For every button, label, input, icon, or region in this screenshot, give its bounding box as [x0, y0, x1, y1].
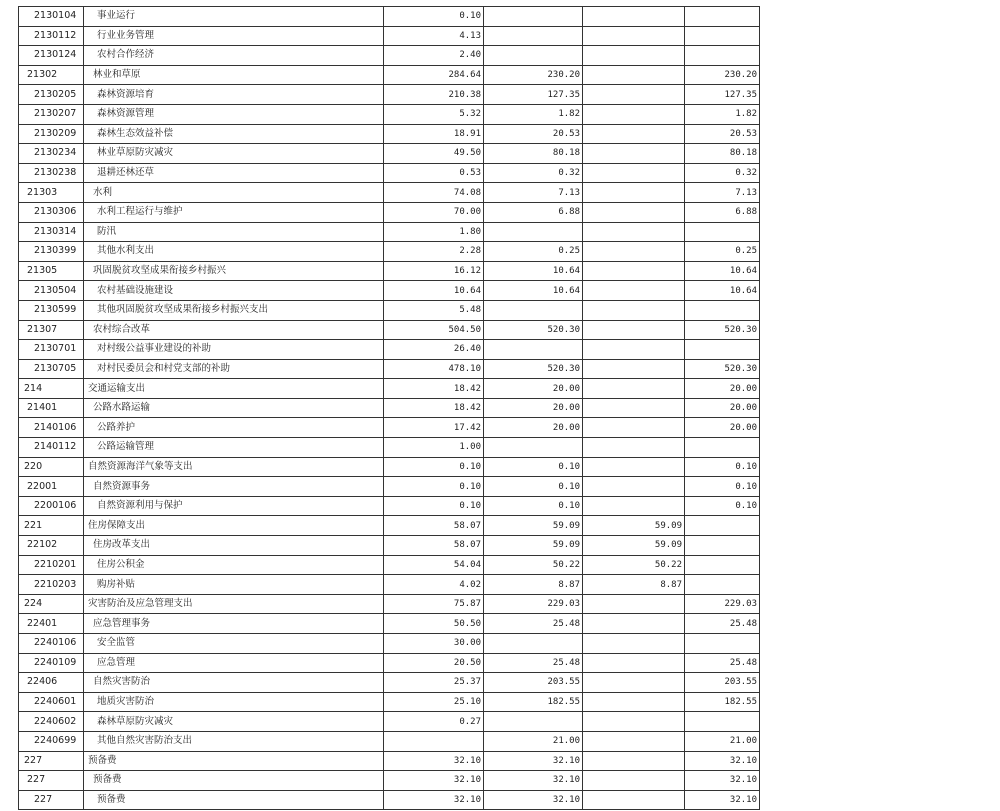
- budget-table: [18, 6, 760, 810]
- amount-cell-4: [685, 46, 760, 66]
- amount-cell-4: 32.10: [685, 771, 760, 791]
- amount-cell-2: [484, 438, 583, 458]
- table-row: [19, 536, 760, 556]
- amount-cell-2: [484, 712, 583, 732]
- subject-name-cell: 购房补贴: [84, 575, 384, 595]
- amount-cell-4: [685, 7, 760, 27]
- table-row: [19, 731, 760, 751]
- amount-cell-1: 5.32: [384, 104, 484, 124]
- subject-name-cell: 预备费: [84, 790, 384, 810]
- amount-cell-3: [583, 731, 685, 751]
- amount-cell-4: 230.20: [685, 65, 760, 85]
- table-row: [19, 85, 760, 105]
- amount-cell-4: 25.48: [685, 614, 760, 634]
- subject-name-cell: 行业业务管理: [84, 26, 384, 46]
- subject-code-cell: 2130504: [19, 281, 84, 301]
- amount-cell-4: 127.35: [685, 85, 760, 105]
- amount-cell-2: 20.00: [484, 398, 583, 418]
- subject-name-cell: 事业运行: [84, 7, 384, 27]
- amount-cell-4: 32.10: [685, 790, 760, 810]
- table-row: [19, 261, 760, 281]
- amount-cell-2: 8.87: [484, 575, 583, 595]
- amount-cell-3: [583, 634, 685, 654]
- table-row: [19, 281, 760, 301]
- amount-cell-2: 32.10: [484, 771, 583, 791]
- amount-cell-2: 59.09: [484, 536, 583, 556]
- subject-name-cell: 退耕还林还草: [84, 163, 384, 183]
- table-row: [19, 300, 760, 320]
- amount-cell-1: 50.50: [384, 614, 484, 634]
- amount-cell-4: 182.55: [685, 692, 760, 712]
- table-row: [19, 477, 760, 497]
- table-row: [19, 712, 760, 732]
- amount-cell-1: [384, 731, 484, 751]
- amount-cell-2: [484, 300, 583, 320]
- subject-code-cell: 22102: [19, 536, 84, 556]
- amount-cell-1: 32.10: [384, 790, 484, 810]
- subject-code-cell: 21401: [19, 398, 84, 418]
- subject-name-cell: 林业和草原: [84, 65, 384, 85]
- subject-name-cell: 农村综合改革: [84, 320, 384, 340]
- amount-cell-3: [583, 379, 685, 399]
- amount-cell-3: [583, 771, 685, 791]
- table-row: [19, 555, 760, 575]
- table-row: [19, 163, 760, 183]
- amount-cell-1: 4.13: [384, 26, 484, 46]
- amount-cell-2: [484, 46, 583, 66]
- table-row: [19, 418, 760, 438]
- amount-cell-4: 32.10: [685, 751, 760, 771]
- subject-name-cell: 公路水路运输: [84, 398, 384, 418]
- amount-cell-2: 520.30: [484, 359, 583, 379]
- amount-cell-1: 18.91: [384, 124, 484, 144]
- subject-code-cell: 21305: [19, 261, 84, 281]
- amount-cell-1: 70.00: [384, 202, 484, 222]
- subject-code-cell: 227: [19, 771, 84, 791]
- subject-name-cell: 森林资源管理: [84, 104, 384, 124]
- amount-cell-2: 20.53: [484, 124, 583, 144]
- amount-cell-3: [583, 202, 685, 222]
- amount-cell-1: 32.10: [384, 771, 484, 791]
- table-row: [19, 104, 760, 124]
- amount-cell-4: [685, 575, 760, 595]
- amount-cell-3: [583, 477, 685, 497]
- amount-cell-4: [685, 555, 760, 575]
- table-row: [19, 496, 760, 516]
- amount-cell-4: [685, 438, 760, 458]
- amount-cell-2: 0.10: [484, 496, 583, 516]
- amount-cell-4: [685, 712, 760, 732]
- subject-name-cell: 其他自然灾害防治支出: [84, 731, 384, 751]
- amount-cell-2: 20.00: [484, 418, 583, 438]
- subject-name-cell: 农村基础设施建设: [84, 281, 384, 301]
- amount-cell-1: 25.10: [384, 692, 484, 712]
- table-row: [19, 222, 760, 242]
- table-row: [19, 692, 760, 712]
- subject-code-cell: 2130306: [19, 202, 84, 222]
- subject-name-cell: 自然资源利用与保护: [84, 496, 384, 516]
- subject-code-cell: 227: [19, 790, 84, 810]
- amount-cell-1: 1.80: [384, 222, 484, 242]
- table-row: [19, 771, 760, 791]
- amount-cell-4: 20.53: [685, 124, 760, 144]
- amount-cell-1: 210.38: [384, 85, 484, 105]
- subject-code-cell: 2130238: [19, 163, 84, 183]
- amount-cell-3: [583, 183, 685, 203]
- amount-cell-2: 0.10: [484, 477, 583, 497]
- subject-name-cell: 森林草原防灾减灾: [84, 712, 384, 732]
- amount-cell-2: 182.55: [484, 692, 583, 712]
- amount-cell-1: 478.10: [384, 359, 484, 379]
- amount-cell-1: 30.00: [384, 634, 484, 654]
- amount-cell-4: 520.30: [685, 359, 760, 379]
- amount-cell-1: 4.02: [384, 575, 484, 595]
- subject-code-cell: 2130209: [19, 124, 84, 144]
- amount-cell-1: 18.42: [384, 379, 484, 399]
- amount-cell-1: 0.27: [384, 712, 484, 732]
- subject-code-cell: 2130314: [19, 222, 84, 242]
- amount-cell-1: 2.28: [384, 242, 484, 262]
- table-row: [19, 751, 760, 771]
- amount-cell-3: [583, 242, 685, 262]
- subject-code-cell: 224: [19, 594, 84, 614]
- subject-code-cell: 2210203: [19, 575, 84, 595]
- amount-cell-3: [583, 7, 685, 27]
- amount-cell-1: 75.87: [384, 594, 484, 614]
- amount-cell-1: 74.08: [384, 183, 484, 203]
- subject-name-cell: 应急管理事务: [84, 614, 384, 634]
- amount-cell-1: 0.10: [384, 7, 484, 27]
- subject-name-cell: 自然灾害防治: [84, 673, 384, 693]
- amount-cell-3: [583, 104, 685, 124]
- amount-cell-2: 50.22: [484, 555, 583, 575]
- subject-code-cell: 2200106: [19, 496, 84, 516]
- subject-name-cell: 预备费: [84, 771, 384, 791]
- table-row: [19, 379, 760, 399]
- amount-cell-1: 18.42: [384, 398, 484, 418]
- amount-cell-4: 203.55: [685, 673, 760, 693]
- amount-cell-1: 2.40: [384, 46, 484, 66]
- amount-cell-1: 54.04: [384, 555, 484, 575]
- amount-cell-2: 0.10: [484, 457, 583, 477]
- budget-table-body: [19, 7, 760, 810]
- amount-cell-3: [583, 359, 685, 379]
- table-row: [19, 359, 760, 379]
- amount-cell-3: [583, 418, 685, 438]
- table-row: [19, 26, 760, 46]
- subject-name-cell: 灾害防治及应急管理支出: [84, 594, 384, 614]
- amount-cell-4: 20.00: [685, 418, 760, 438]
- table-row: [19, 398, 760, 418]
- subject-code-cell: 2130104: [19, 7, 84, 27]
- table-row: [19, 457, 760, 477]
- table-row: [19, 7, 760, 27]
- subject-name-cell: 预备费: [84, 751, 384, 771]
- subject-code-cell: 2240601: [19, 692, 84, 712]
- amount-cell-3: [583, 144, 685, 164]
- table-row: [19, 183, 760, 203]
- subject-name-cell: 其他水利支出: [84, 242, 384, 262]
- table-row: [19, 790, 760, 810]
- subject-name-cell: 应急管理: [84, 653, 384, 673]
- table-row: [19, 653, 760, 673]
- amount-cell-4: [685, 536, 760, 556]
- amount-cell-1: 284.64: [384, 65, 484, 85]
- amount-cell-4: 25.48: [685, 653, 760, 673]
- subject-name-cell: 公路养护: [84, 418, 384, 438]
- amount-cell-1: 10.64: [384, 281, 484, 301]
- subject-name-cell: 自然资源海洋气象等支出: [84, 457, 384, 477]
- subject-code-cell: 2130207: [19, 104, 84, 124]
- subject-code-cell: 22406: [19, 673, 84, 693]
- amount-cell-1: 49.50: [384, 144, 484, 164]
- amount-cell-2: 0.32: [484, 163, 583, 183]
- amount-cell-2: 25.48: [484, 614, 583, 634]
- amount-cell-3: [583, 457, 685, 477]
- amount-cell-4: 1.82: [685, 104, 760, 124]
- amount-cell-2: 229.03: [484, 594, 583, 614]
- table-row: [19, 575, 760, 595]
- amount-cell-3: [583, 594, 685, 614]
- amount-cell-3: [583, 281, 685, 301]
- table-row: [19, 242, 760, 262]
- subject-name-cell: 水利: [84, 183, 384, 203]
- subject-code-cell: 21307: [19, 320, 84, 340]
- amount-cell-3: [583, 398, 685, 418]
- subject-name-cell: 公路运输管理: [84, 438, 384, 458]
- amount-cell-3: [583, 65, 685, 85]
- amount-cell-3: [583, 692, 685, 712]
- subject-code-cell: 2130124: [19, 46, 84, 66]
- amount-cell-2: 21.00: [484, 731, 583, 751]
- subject-code-cell: 2130205: [19, 85, 84, 105]
- amount-cell-2: 1.82: [484, 104, 583, 124]
- amount-cell-2: 10.64: [484, 281, 583, 301]
- amount-cell-4: 0.10: [685, 496, 760, 516]
- amount-cell-4: [685, 26, 760, 46]
- amount-cell-4: 0.10: [685, 457, 760, 477]
- amount-cell-1: 0.10: [384, 457, 484, 477]
- subject-code-cell: 2240699: [19, 731, 84, 751]
- subject-code-cell: 22001: [19, 477, 84, 497]
- amount-cell-4: 80.18: [685, 144, 760, 164]
- subject-code-cell: 2130701: [19, 340, 84, 360]
- amount-cell-2: 59.09: [484, 516, 583, 536]
- amount-cell-3: [583, 790, 685, 810]
- amount-cell-4: 7.13: [685, 183, 760, 203]
- amount-cell-3: [583, 712, 685, 732]
- subject-name-cell: 住房改革支出: [84, 536, 384, 556]
- subject-code-cell: 2130599: [19, 300, 84, 320]
- amount-cell-3: [583, 163, 685, 183]
- subject-name-cell: 住房公积金: [84, 555, 384, 575]
- table-row: [19, 594, 760, 614]
- amount-cell-4: [685, 634, 760, 654]
- amount-cell-1: 0.10: [384, 496, 484, 516]
- amount-cell-4: 6.88: [685, 202, 760, 222]
- amount-cell-1: 5.48: [384, 300, 484, 320]
- subject-code-cell: 220: [19, 457, 84, 477]
- subject-code-cell: 2210201: [19, 555, 84, 575]
- amount-cell-2: 127.35: [484, 85, 583, 105]
- amount-cell-4: 10.64: [685, 281, 760, 301]
- subject-name-cell: 对村级公益事业建设的补助: [84, 340, 384, 360]
- amount-cell-3: [583, 751, 685, 771]
- table-row: [19, 65, 760, 85]
- amount-cell-2: 25.48: [484, 653, 583, 673]
- amount-cell-2: [484, 340, 583, 360]
- amount-cell-3: [583, 673, 685, 693]
- amount-cell-2: 32.10: [484, 751, 583, 771]
- amount-cell-1: 58.07: [384, 516, 484, 536]
- subject-name-cell: 森林生态效益补偿: [84, 124, 384, 144]
- table-row: [19, 144, 760, 164]
- amount-cell-3: 50.22: [583, 555, 685, 575]
- amount-cell-4: [685, 222, 760, 242]
- subject-code-cell: 2140106: [19, 418, 84, 438]
- table-row: [19, 340, 760, 360]
- amount-cell-1: 504.50: [384, 320, 484, 340]
- amount-cell-3: [583, 124, 685, 144]
- table-row: [19, 634, 760, 654]
- amount-cell-2: [484, 634, 583, 654]
- subject-code-cell: 2240109: [19, 653, 84, 673]
- table-row: [19, 46, 760, 66]
- subject-code-cell: 221: [19, 516, 84, 536]
- subject-code-cell: 2240602: [19, 712, 84, 732]
- amount-cell-3: [583, 320, 685, 340]
- table-row: [19, 202, 760, 222]
- amount-cell-2: [484, 222, 583, 242]
- subject-name-cell: 交通运输支出: [84, 379, 384, 399]
- subject-name-cell: 林业草原防灾减灾: [84, 144, 384, 164]
- amount-cell-3: 59.09: [583, 536, 685, 556]
- amount-cell-3: [583, 340, 685, 360]
- subject-code-cell: 2240106: [19, 634, 84, 654]
- amount-cell-3: [583, 85, 685, 105]
- amount-cell-3: [583, 653, 685, 673]
- amount-cell-3: [583, 438, 685, 458]
- subject-code-cell: 2130705: [19, 359, 84, 379]
- amount-cell-2: 203.55: [484, 673, 583, 693]
- amount-cell-1: 17.42: [384, 418, 484, 438]
- subject-code-cell: 214: [19, 379, 84, 399]
- subject-code-cell: 22401: [19, 614, 84, 634]
- table-row: [19, 438, 760, 458]
- subject-name-cell: 对村民委员会和村党支部的补助: [84, 359, 384, 379]
- subject-code-cell: 2140112: [19, 438, 84, 458]
- amount-cell-4: 0.25: [685, 242, 760, 262]
- subject-code-cell: 21303: [19, 183, 84, 203]
- amount-cell-2: 7.13: [484, 183, 583, 203]
- amount-cell-4: [685, 340, 760, 360]
- subject-name-cell: 防汛: [84, 222, 384, 242]
- amount-cell-1: 1.00: [384, 438, 484, 458]
- subject-name-cell: 地质灾害防治: [84, 692, 384, 712]
- amount-cell-1: 20.50: [384, 653, 484, 673]
- amount-cell-2: 6.88: [484, 202, 583, 222]
- amount-cell-1: 58.07: [384, 536, 484, 556]
- amount-cell-4: 229.03: [685, 594, 760, 614]
- amount-cell-2: 80.18: [484, 144, 583, 164]
- amount-cell-2: 32.10: [484, 790, 583, 810]
- subject-name-cell: 安全监管: [84, 634, 384, 654]
- subject-name-cell: 自然资源事务: [84, 477, 384, 497]
- amount-cell-4: 21.00: [685, 731, 760, 751]
- amount-cell-4: 0.10: [685, 477, 760, 497]
- amount-cell-2: [484, 26, 583, 46]
- subject-name-cell: 森林资源培育: [84, 85, 384, 105]
- amount-cell-4: 20.00: [685, 398, 760, 418]
- amount-cell-1: 16.12: [384, 261, 484, 281]
- amount-cell-3: [583, 46, 685, 66]
- subject-name-cell: 住房保障支出: [84, 516, 384, 536]
- subject-code-cell: 2130234: [19, 144, 84, 164]
- subject-name-cell: 巩固脱贫攻坚成果衔接乡村振兴: [84, 261, 384, 281]
- amount-cell-4: [685, 516, 760, 536]
- subject-name-cell: 其他巩固脱贫攻坚成果衔接乡村振兴支出: [84, 300, 384, 320]
- subject-code-cell: 2130112: [19, 26, 84, 46]
- amount-cell-2: 20.00: [484, 379, 583, 399]
- table-row: [19, 124, 760, 144]
- amount-cell-2: 0.25: [484, 242, 583, 262]
- amount-cell-1: 32.10: [384, 751, 484, 771]
- subject-name-cell: 农村合作经济: [84, 46, 384, 66]
- subject-code-cell: 21302: [19, 65, 84, 85]
- subject-name-cell: 水利工程运行与维护: [84, 202, 384, 222]
- amount-cell-3: 8.87: [583, 575, 685, 595]
- amount-cell-4: [685, 300, 760, 320]
- amount-cell-4: 10.64: [685, 261, 760, 281]
- amount-cell-4: 20.00: [685, 379, 760, 399]
- amount-cell-3: [583, 300, 685, 320]
- amount-cell-3: [583, 614, 685, 634]
- amount-cell-2: [484, 7, 583, 27]
- amount-cell-3: [583, 26, 685, 46]
- amount-cell-3: [583, 222, 685, 242]
- table-row: [19, 673, 760, 693]
- amount-cell-2: 10.64: [484, 261, 583, 281]
- subject-code-cell: 227: [19, 751, 84, 771]
- amount-cell-1: 26.40: [384, 340, 484, 360]
- amount-cell-1: 0.10: [384, 477, 484, 497]
- table-row: [19, 516, 760, 536]
- subject-code-cell: 2130399: [19, 242, 84, 262]
- table-row: [19, 320, 760, 340]
- amount-cell-3: [583, 261, 685, 281]
- amount-cell-4: 0.32: [685, 163, 760, 183]
- amount-cell-2: 230.20: [484, 65, 583, 85]
- amount-cell-3: [583, 496, 685, 516]
- amount-cell-2: 520.30: [484, 320, 583, 340]
- amount-cell-1: 0.53: [384, 163, 484, 183]
- amount-cell-3: 59.09: [583, 516, 685, 536]
- amount-cell-4: 520.30: [685, 320, 760, 340]
- amount-cell-1: 25.37: [384, 673, 484, 693]
- table-row: [19, 614, 760, 634]
